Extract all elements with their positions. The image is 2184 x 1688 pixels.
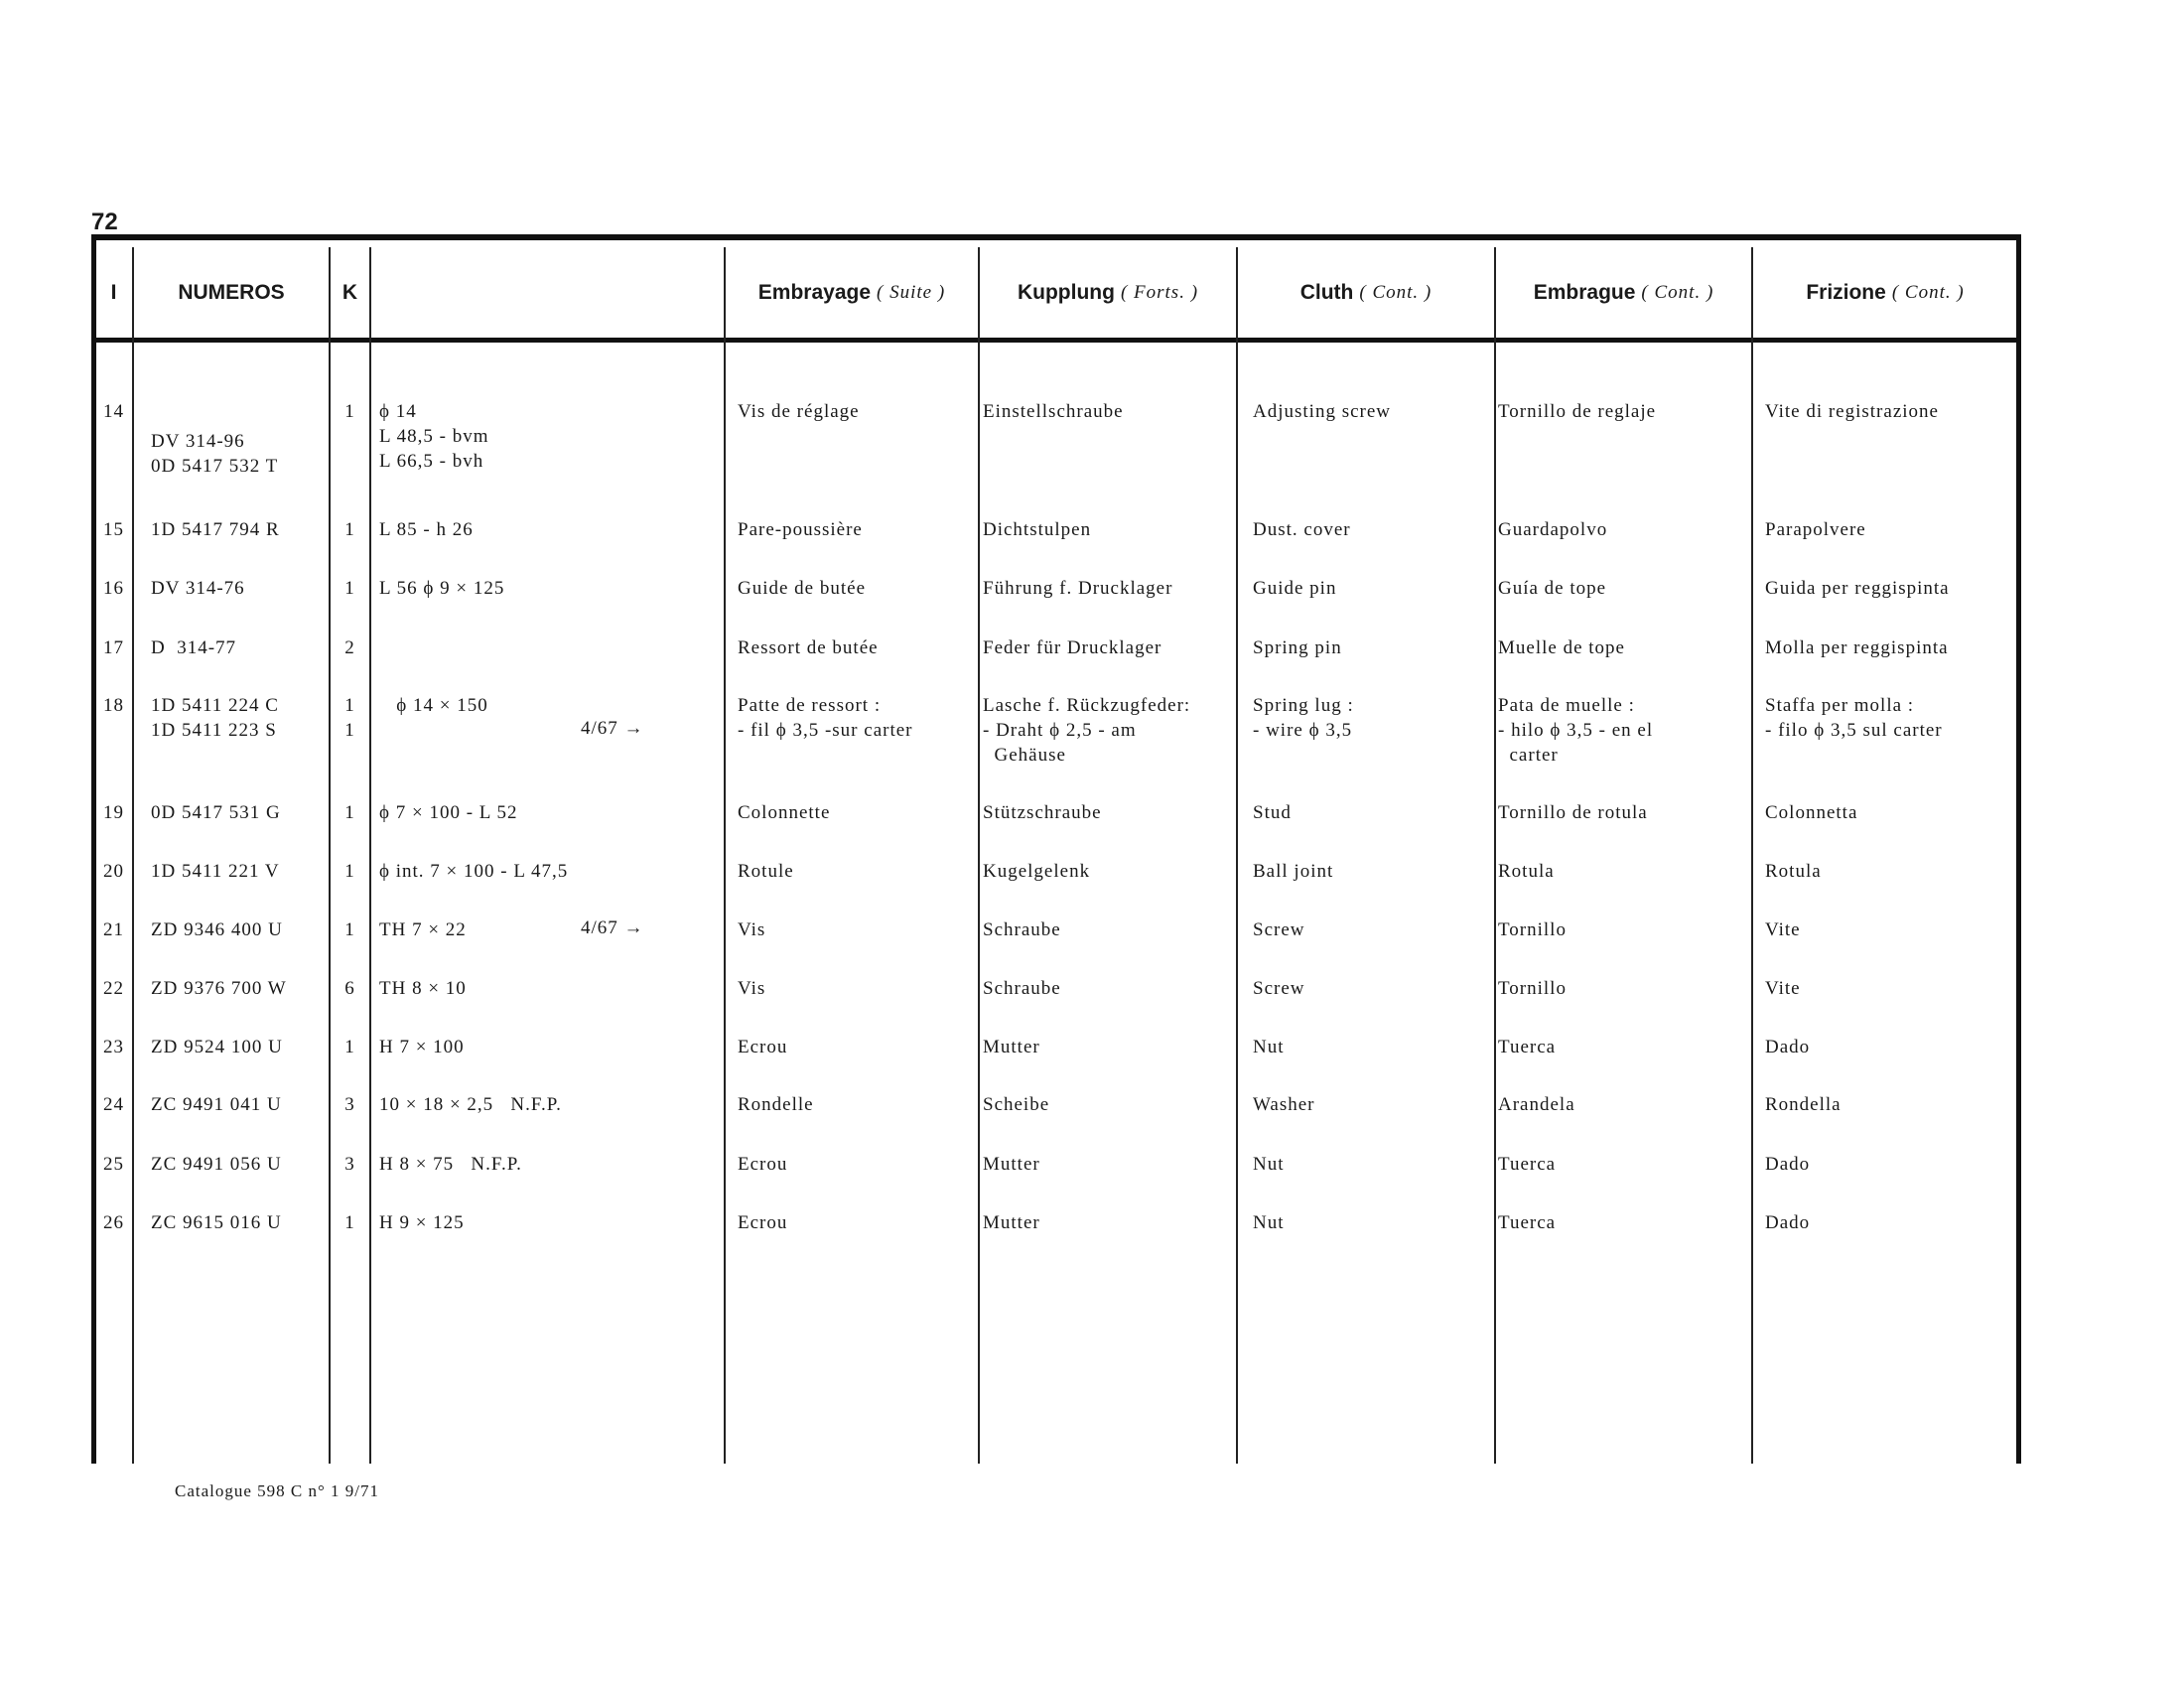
specification: H 8 × 75 N.F.P. bbox=[379, 1154, 522, 1175]
desc-french: Rotule bbox=[738, 861, 794, 882]
desc-spanish: Guía de tope bbox=[1498, 578, 1607, 599]
desc-english: Spring pin bbox=[1253, 637, 1342, 658]
part-number: 1D 5417 794 R bbox=[151, 519, 280, 540]
desc-french: Rondelle bbox=[738, 1094, 814, 1115]
desc-italian: Colonnetta bbox=[1765, 802, 1858, 823]
desc-italian: Molla per reggispinta bbox=[1765, 637, 1949, 658]
quantity: 1 bbox=[344, 861, 355, 882]
desc-english: Screw bbox=[1253, 919, 1305, 940]
desc-spanish: Muelle de tope bbox=[1498, 637, 1625, 658]
desc-german: Mutter bbox=[983, 1037, 1040, 1057]
header-german: Kupplung ( Forts. ) bbox=[1017, 281, 1199, 304]
col-divider bbox=[978, 247, 980, 1464]
desc-spanish: Guardapolvo bbox=[1498, 519, 1608, 540]
item-index: 21 bbox=[103, 919, 124, 940]
desc-german: Scheibe bbox=[983, 1094, 1050, 1115]
desc-german: Stützschraube bbox=[983, 802, 1102, 823]
quantity: 1 bbox=[344, 578, 355, 599]
desc-italian: Vite di registrazione bbox=[1765, 401, 1939, 422]
part-number: 1D 5411 224 C 1D 5411 223 S bbox=[151, 695, 279, 741]
part-number: 0D 5417 531 G bbox=[151, 802, 281, 823]
desc-german: Dichtstulpen bbox=[983, 519, 1092, 540]
desc-spanish: Pata de muelle : - hilo ϕ 3,5 - en el carter bbox=[1498, 695, 1654, 766]
quantity: 1 bbox=[344, 519, 355, 540]
desc-spanish: Tuerca bbox=[1498, 1154, 1557, 1175]
desc-french: Pare-poussière bbox=[738, 519, 863, 540]
specification: ϕ 14 × 150 bbox=[379, 695, 488, 716]
desc-english: Screw bbox=[1253, 978, 1305, 999]
desc-spanish: Arandela bbox=[1498, 1094, 1575, 1115]
desc-spanish: Tornillo bbox=[1498, 978, 1567, 999]
catalogue-footer: Catalogue 598 C n° 1 9/71 bbox=[175, 1481, 380, 1500]
item-index: 22 bbox=[103, 978, 124, 999]
desc-french: Patte de ressort : - fil ϕ 3,5 -sur carter bbox=[738, 695, 913, 741]
desc-italian: Vite bbox=[1765, 978, 1801, 999]
modification-reference: 4/67 → bbox=[581, 917, 644, 938]
col-divider bbox=[724, 247, 726, 1464]
part-number: D 314-77 bbox=[151, 637, 237, 658]
desc-italian: Rotula bbox=[1765, 861, 1822, 882]
desc-english: Washer bbox=[1253, 1094, 1315, 1115]
desc-english: Spring lug : - wire ϕ 3,5 bbox=[1253, 695, 1354, 741]
desc-italian: Guida per reggispinta bbox=[1765, 578, 1950, 599]
page-number: 72 bbox=[91, 209, 118, 235]
part-number: ZC 9615 016 U bbox=[151, 1212, 282, 1233]
specification: H 7 × 100 bbox=[379, 1037, 465, 1057]
desc-french: Ressort de butée bbox=[738, 637, 879, 658]
specification: ϕ int. 7 × 100 - L 47,5 bbox=[379, 861, 569, 882]
part-number: 1D 5411 221 V bbox=[151, 861, 280, 882]
header-italian: Frizione ( Cont. ) bbox=[1806, 281, 1965, 304]
desc-french: Ecrou bbox=[738, 1154, 788, 1175]
item-index: 17 bbox=[103, 637, 124, 658]
desc-italian: Staffa per molla : - filo ϕ 3,5 sul carter bbox=[1765, 695, 1943, 741]
header-numeros: NUMEROS bbox=[178, 281, 285, 304]
item-index: 23 bbox=[103, 1037, 124, 1057]
quantity: 2 bbox=[344, 637, 355, 658]
header-english: Cluth ( Cont. ) bbox=[1299, 281, 1433, 304]
part-number: ZD 9346 400 U bbox=[151, 919, 283, 940]
col-divider bbox=[1751, 247, 1753, 1464]
desc-german: Mutter bbox=[983, 1212, 1040, 1233]
part-number: ZD 9524 100 U bbox=[151, 1037, 283, 1057]
desc-spanish: Tornillo de rotula bbox=[1498, 802, 1648, 823]
item-index: 19 bbox=[103, 802, 124, 823]
quantity: 1 bbox=[344, 1037, 355, 1057]
quantity: 6 bbox=[344, 978, 355, 999]
desc-german: Kugelgelenk bbox=[983, 861, 1091, 882]
specification: H 9 × 125 bbox=[379, 1212, 465, 1233]
desc-spanish: Rotula bbox=[1498, 861, 1555, 882]
desc-french: Vis bbox=[738, 919, 766, 940]
modification-reference: 4/67 → bbox=[581, 718, 644, 739]
desc-german: Schraube bbox=[983, 978, 1061, 999]
desc-english: Nut bbox=[1253, 1212, 1285, 1233]
desc-spanish: Tuerca bbox=[1498, 1212, 1557, 1233]
item-index: 24 bbox=[103, 1094, 124, 1115]
desc-italian: Rondella bbox=[1765, 1094, 1842, 1115]
desc-french: Ecrou bbox=[738, 1212, 788, 1233]
col-divider bbox=[369, 247, 371, 1464]
desc-spanish: Tuerca bbox=[1498, 1037, 1557, 1057]
col-divider bbox=[1236, 247, 1238, 1464]
part-number: ZD 9376 700 W bbox=[151, 978, 287, 999]
quantity: 1 bbox=[344, 802, 355, 823]
col-divider bbox=[329, 247, 331, 1464]
part-number: ZC 9491 056 U bbox=[151, 1154, 282, 1175]
desc-english: Adjusting screw bbox=[1253, 401, 1392, 422]
quantity: 3 bbox=[344, 1154, 355, 1175]
desc-italian: Dado bbox=[1765, 1212, 1811, 1233]
item-index: 15 bbox=[103, 519, 124, 540]
specification: L 56 ϕ 9 × 125 bbox=[379, 578, 505, 599]
part-number: DV 314-76 bbox=[151, 578, 245, 599]
part-number: ZC 9491 041 U bbox=[151, 1094, 282, 1115]
desc-english: Dust. cover bbox=[1253, 519, 1351, 540]
desc-english: Nut bbox=[1253, 1037, 1285, 1057]
specification: ϕ 7 × 100 - L 52 bbox=[379, 802, 518, 823]
desc-french: Colonnette bbox=[738, 802, 831, 823]
desc-french: Guide de butée bbox=[738, 578, 867, 599]
item-index: 20 bbox=[103, 861, 124, 882]
desc-german: Lasche f. Rückzugfeder: - Draht ϕ 2,5 - am Gehäuse bbox=[983, 695, 1191, 766]
desc-german: Einstellschraube bbox=[983, 401, 1124, 422]
quantity: 1 bbox=[344, 919, 355, 940]
item-index: 26 bbox=[103, 1212, 124, 1233]
quantity: 3 bbox=[344, 1094, 355, 1115]
desc-german: Führung f. Drucklager bbox=[983, 578, 1173, 599]
desc-french: Ecrou bbox=[738, 1037, 788, 1057]
desc-italian: Parapolvere bbox=[1765, 519, 1866, 540]
desc-spanish: Tornillo bbox=[1498, 919, 1567, 940]
desc-german: Schraube bbox=[983, 919, 1061, 940]
col-divider bbox=[132, 247, 134, 1464]
desc-german: Mutter bbox=[983, 1154, 1040, 1175]
part-number: DV 314-96 0D 5417 532 T bbox=[151, 431, 279, 477]
desc-italian: Dado bbox=[1765, 1154, 1811, 1175]
desc-english: Guide pin bbox=[1253, 578, 1337, 599]
header-divider bbox=[95, 338, 2017, 343]
specification: TH 8 × 10 bbox=[379, 978, 467, 999]
desc-italian: Vite bbox=[1765, 919, 1801, 940]
quantity: 1 bbox=[344, 1212, 355, 1233]
quantity: 1 1 bbox=[344, 695, 355, 741]
desc-spanish: Tornillo de reglaje bbox=[1498, 401, 1657, 422]
desc-english: Ball joint bbox=[1253, 861, 1334, 882]
item-index: 18 bbox=[103, 695, 124, 716]
item-index: 16 bbox=[103, 578, 124, 599]
header-spanish: Embrague ( Cont. ) bbox=[1533, 281, 1714, 304]
desc-french: Vis de réglage bbox=[738, 401, 860, 422]
header-french: Embrayage ( Suite ) bbox=[757, 281, 946, 304]
desc-french: Vis bbox=[738, 978, 766, 999]
desc-english: Stud bbox=[1253, 802, 1292, 823]
item-index: 14 bbox=[103, 401, 124, 422]
specification: ϕ 14 L 48,5 - bvm L 66,5 - bvh bbox=[379, 401, 489, 472]
quantity: 1 bbox=[344, 401, 355, 422]
desc-english: Nut bbox=[1253, 1154, 1285, 1175]
specification: TH 7 × 22 bbox=[379, 919, 467, 940]
header-k: K bbox=[341, 281, 358, 304]
col-divider bbox=[1494, 247, 1496, 1464]
header-i: I bbox=[110, 281, 117, 304]
specification: L 85 - h 26 bbox=[379, 519, 474, 540]
specification: 10 × 18 × 2,5 N.F.P. bbox=[379, 1094, 562, 1115]
desc-italian: Dado bbox=[1765, 1037, 1811, 1057]
desc-german: Feder für Drucklager bbox=[983, 637, 1162, 658]
item-index: 25 bbox=[103, 1154, 124, 1175]
